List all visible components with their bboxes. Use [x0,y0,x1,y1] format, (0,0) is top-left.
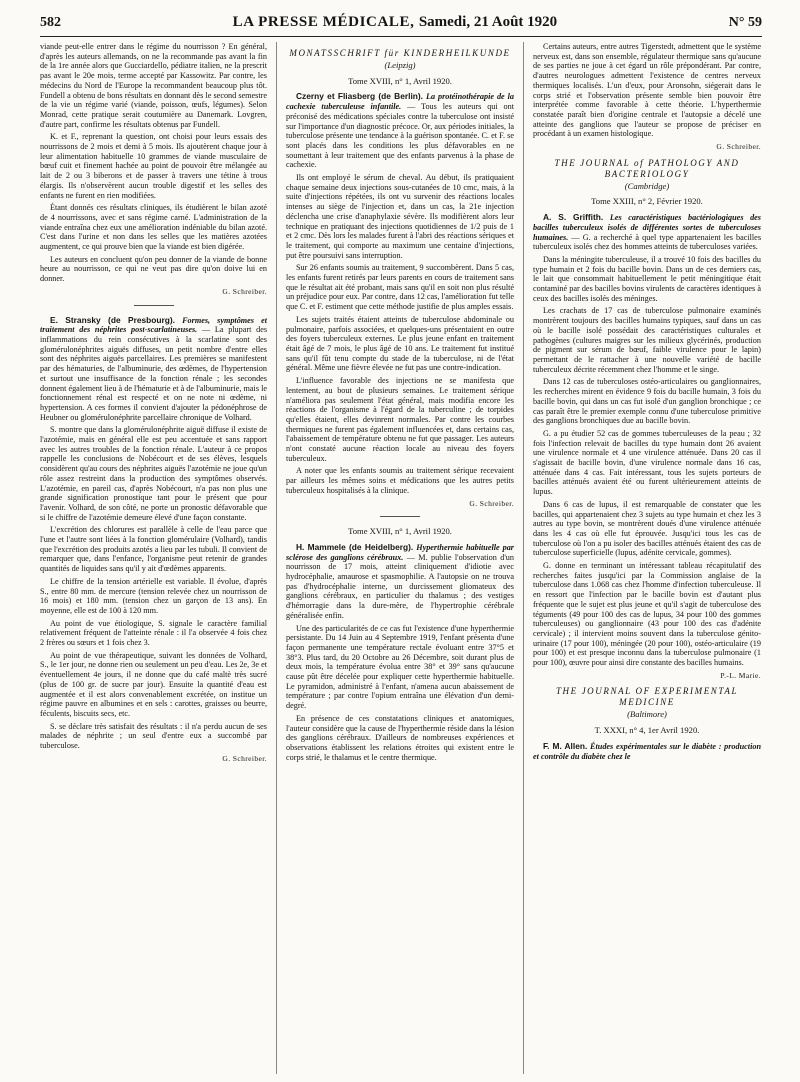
signature: G. Schreiber. [222,753,267,763]
paragraph: Les sujets traités étaient atteints de tuberculose abdominale ou pulmonaire, parfois associées, et quelques-uns présentaient en outre des foyers tuberculeux externes. Le plus jeune enfant en traitement était âgé de 7 mois, le plus âgé de 10 ans. Le traitement fut institué sans qu'il fût tenu compte du stade de la tuberculose, ni de l'état général. Même une fièvre élevée ne fut pas une contre-indication. [286,314,514,373]
paragraph: Dans la méningite tuberculeuse, il a trouvé 10 fois des bacilles du type humain et 2 fois du bacille bovin. Dans un de ces derniers cas, le lait que consommait habituellement le petit méningitique était contaminé par des bacilles bovins virulents de caractères identiques à ceux des bacilles isolés des méninges. [533,254,761,303]
article-text: — M. publie l'observation d'un nourrisson de 17 mois, atteint cliniquement d'idiotie avec hydrocéphalie, amaurose et spasmophilie. A l'autopsie on ne trouva pas d'hydrocéphalie interne, un durcissement gliomateux des ganglions cérébraux, en particulier du thalamus ; des vestiges d'hémorragie dans la dure-mère, de l'hypertrophie cérébrale généralisée enfin. [286,552,514,620]
paragraph: Certains auteurs, entre autres Tigerstedt, admettent que le système nerveux est, dans son ensemble, régulateur thermique sans qu'aucune de ses parties ne joue à cet égard un rôle prépondérant. Par contre, d'autres neurologues admettent l'existence de centres nerveux thermiques localisés. L'un d'eux, pour Aronsohn, siégerait dans le corps strié et l'observation présente semble bien pouvoir être interprétée comme favorable à cette théorie. L'hyperthermie constatée paraît bien d'origine centrale et l'autopsie a décelé une atteinte des ganglions que l'auteur se propose de préciser en procédant à un examen histologique. [533,42,761,139]
paragraph: viande peut-elle entrer dans le régime du nourrisson ? En général, d'après les auteurs allemands, on ne la recommande pas avant la fin de la 1re année alors que Gucciardello, pédiatre italien, ne la prescrit pas avant le 20e mois, terme accepté par Kassowitz. Par contre, les médecins du Nord de l'Europe la recommandent beaucoup plus tôt. Fundell a obtenu de bons résultats en donnant dès le second semestre de la vie un régime varié (viande, poisson, œufs, légumes). Selon Monrad, cette pratique serait coutumière au Danemark. Lovgren, d'autre part, confirme les résultats obtenus par Fundell. [40,42,267,129]
article-author: F. M. Allen. [543,740,588,751]
paragraph: L'influence favorable des injections ne se manifesta que lentement, au bout de plusieurs semaines. Le traitement sérique n'améliora pas seulement l'état général, mais modifia encore les réactions de l'organisme à l'égard de la tuberculine ; de torpides qu'elles étaient, elles devinrent normales. Par contre les courbes thermiques ne furent pas également influencées et, dans certains cas, l'abaissement de température obtenu ne fut que passager. Les auteurs n'ont constaté aucune réaction locale au niveau des foyers tuberculeux. [286,376,514,463]
paragraph: Étant donnés ces résultats cliniques, ils étudièrent le bilan azoté de 4 nourrissons, avec et sans régime carné. L'administration de la viande entraîna chez eux une amélioration indéniable du bilan azoté. C'est dans l'urine et non dans les selles que les matières azotées augmentent, ce qui prouve bien que la viande est bien digérée. [40,203,267,252]
journal-masthead [233,14,558,31]
article-title: Hyperthermie habituelle par sclérose des ganglions cérébraux. [286,542,514,562]
paragraph: Les auteurs en concluent qu'on peu donner de la viande de bonne heure au nourrisson, ce qui ne veut pas dire qu'on doive lui en donner. [40,254,267,284]
article-text: — Tous les auteurs qui ont préconisé des médications spéciales contre la tuberculose ont insisté sur l'importance d'un diagnostic précoce. Or, aux périodes initiales, la tuberculose présente une tendance à la guérison spontanée. C. et F. se sont placés dans les conditions les plus défavorables en ne soumettant à leur traitement que des enfants parvenus à la phase de cachexie. [286,102,514,170]
volume-info: Tome XVIII, n° 1, Avril 1920. [348,75,452,86]
paragraph: A noter que les enfants soumis au traitement sérique recevaient par ailleurs les mêmes soins et médications que les autres petits tuberculeux hospitalisés à la clinique. [286,466,514,495]
paragraph: L'excrétion des chlorures est parallèle à celle de l'eau parce que l'une et l'autre sont liées à la fonction glomérulaire (Volhard), tandis que l'excrétion des produits azotés a lieu par les tubuli. Il convient de remarquer que, dans l'enfance, l'organisme peut retenir de grandes quantités de liquides sans qu'il y ait d'œdèmes apparents. [40,525,267,574]
article-text: — La plupart des inflammations du rein consécutives à la scarlatine sont des glomérulonéphrites aiguës diffuses, un petit nombre d'entre elles sont des néphrites aiguës parcellaires. Les premières se manifestent par des hématuries, de l'albuminurie, des œdèmes, de l'hypertension et surtout une insuffisance de la fonction rénale ; les secondes donnent également lieu à de l'hématurie et à de l'albuminurie, mais le fonctionnement rénal est respecté et on ne note ni œdème, ni hypertension. A ces formes il convient d'ajouter la pédonéphrose de Heubner ou glomérulonéphrite parcellaire chronique de Volhard. [40,325,267,422]
journal-place: (Cambridge) [624,180,670,191]
journal-name: THE JOURNAL of PATHOLOGY AND BACTERIOLOGY [554,157,740,179]
article-lead [286,543,514,621]
volume-info: Tome XVIII, n° 1, Avril 1920. [348,526,452,537]
column-right [533,42,761,1074]
paragraph: G. a pu étudier 52 cas de gommes tuberculeuses de la peau ; 32 fois l'infection relevait de bacilles du type humain dont 26 avaient une virulence normale et 4 une virulence atténuée. Dans 20 cas il s'agissait de bacille bovin, d'une virulence normale dans 16 cas, atténuée dans 4 cas. Fait intéressant, tous les sujets porteurs de bacilles atténués avaient été ou furent ultérieurement atteints de lupus. [533,428,761,497]
column-rule-right [523,42,524,1074]
article-author: A. S. Griffith. [543,212,604,223]
divider [134,305,174,306]
column-middle [286,42,514,1074]
paragraph: Dans 12 cas de tuberculoses ostéo-articulaires ou ganglionnaires, les recherches mirent en évidence 9 fois du bacille humain, 3 fois du bacille bovin, qui dans un cas fut isolé d'un ganglion bronchique ; ce cas paraît être le premier exemple connu d'une tuberculose primitive des ganglions bronchiques due au bacille bovin. [533,377,761,426]
paragraph: Ils ont employé le sérum de cheval. Au début, ils pratiquaient chaque semaine deux injections sous-cutanées de 10 cmc, mais, à la suite d'injections répétées, ils ont vu survenir des réactions locales intenses au siège de l'injection et, dans un cas, la 21e injection déclencha une crise d'anaphylaxie sévère. Ils modifièrent alors leur technique en pratiquant des injections quotidiennes de 1/2 puis de 1 et 2 cmc. Dès lors les malades furent à l'abri des réactions sériques et le traitement, qui comporte au maximum une centaine d'injections, put être poursuivi sans interruption. [286,173,514,260]
masthead-title: LA PRESSE MÉDICALE, [232,14,415,30]
journal-name: THE JOURNAL OF EXPERIMENTAL MEDICINE [555,686,739,708]
issue-number: N° 59 [728,15,762,30]
masthead-date: Samedi, 21 Août 1920 [418,14,558,30]
volume-info: Tome XXIII, n° 2, Février 1920. [591,196,703,207]
volume-info: T. XXXI, n° 4, 1er Avril 1920. [594,725,700,736]
article-lead [286,92,514,170]
article-title: La protéinothérapie de la cachexie tuberculeuse infantile. [286,92,514,112]
paragraph: Une des particularités de ce cas fut l'existence d'une hyperthermie persistante. Du 14 Juin au 4 Septembre 1919, l'enfant présenta d'une façon permanente une température rectale évoluant entre 37°5 et 38°3. Plus tard, du 20 Octobre au 26 Décembre, soit durant plus de deux mois, la température évolua entre 38° et 39° sans qu'aucune cause pût être décelée pour expliquer cette hyperthermie habituelle. Le pyramidon, administré à l'enfant, n'amena aucun abaissement de température ; par contre l'opium entraîna une élévation d'un demi-degré. [286,623,514,711]
article-text: — G. a recherché à quel type appartenaient les bacilles tuberculeux isolés chez des hommes atteints de tuberculoses variées. [533,232,761,252]
signature: P.-L. Marie. [720,670,761,680]
paragraph: Sur 26 enfants soumis au traitement, 9 succombèrent. Dans 5 cas, les enfants furent retirés par leurs parents en cours de traitement sans que le résultat ait été probant, mais sans qu'il en soit non plus résulté un préjudice pour eux. Par contre, dans 12 cas, l'amélioration fut telle que C. et F. estiment que cette méthode justifie de plus amples essais. [286,263,514,312]
signature: G. Schreiber. [222,286,267,296]
article-title: Les caractéristiques bactériologiques des bacilles tuberculeux isolés de différentes sortes de tuberculoses humaines. [533,213,761,242]
journal-place: (Baltimore) [627,709,667,720]
article-lead [40,316,267,423]
paragraph: S. se déclare très satisfait des résultats : il n'a perdu aucun de ses malades de néphrite ; un seul d'entre eux a succombé par tuberculose. [40,721,267,751]
article-lead [533,742,761,761]
article-title: Études expérimentales sur le diabète : production et contrôle du diabète chez le [533,741,761,761]
paragraph: Le chiffre de la tension artérielle est variable. Il évolue, d'après S., entre 80 mm. de mercure (tension relevée chez un nourrisson de 16 mois) et 180 mm. (tension chez un garçon de 13 ans). En moyenne, elle est de 100 à 120 mm. [40,576,267,615]
article-title: Formes, symptômes et traitement des néphrites post-scarlatineuses. [40,315,267,335]
signature: G. Schreiber. [716,142,761,152]
article-author: Czerny et Fliasberg (de Berlin). [296,91,423,102]
column-rule-left [276,42,277,1074]
article-author: E. Stransky (de Presbourg). [50,314,175,325]
column-left [40,42,267,1074]
paragraph: K. et F., reprenant la question, ont choisi pour leurs essais des nourrissons de 2 mois et demi à 5 mois. Ils ajoutèrent chaque jour à leur alimentation habituelle 10 grammes de viande musculaire de bœuf cuit et finement hachée au point de pouvoir être mélangée au lait de 2 ou 3 biberons et de passer à travers une tétine à trous élargis. Ils n'observèrent aucun trouble digestif et les selles des enfants ne furent en rien modifiées. [40,132,267,200]
article-lead [533,213,761,252]
paragraph: S. montre que dans la glomérulonéphrite aiguë diffuse il existe de l'azotémie, mais en général elle est peu accentuée et sans rapport avec les autres troubles de la fonction rénale. L'auteur à ce propos rappelle les conclusions de Nobécourt et de ses élèves, lesquels considèrent qu'au cours des néphrites aiguës l'azotémie ne joue qu'un rôle assez restreint dans la production des symptômes observés. L'azotémie, en pareil cas, d'après Nobécourt, n'a pas non plus une grande signification pronostique tant pour le présent que pour l'avenir. Volhard, de son côté, ne porte un pronostic défavorable que si le chiffre de l'azotémie demeure élevé d'une façon constante. [40,425,267,522]
page-number: 582 [40,15,61,30]
signature: G. Schreiber. [469,498,514,508]
divider [380,516,420,517]
paragraph: G. donne en terminant un intéressant tableau récapitulatif des recherches faites jusqu'ici par la Commission anglaise de la tuberculose dans 1.068 cas chez l'homme d'infection tuberculeuse. Il en ressort que l'infection par le bacille bovin est d'autant plus fréquente que le sujet est plus jeune et qu'il s'agit de tuberculose des téguments (49 pour 100 des cas de lupus, 34 pour 100 des gommes tuberculeuses) ou ganglionnaire (43 pour 100 des cas d'adénite cervicale) ; il intervient moins souvent dans la tuberculose génito-urinaire (17 pour 100), méningée (20 pour 100), ostéo-articulaire (19 pour 100) et est presque inconnu dans la tuberculose pulmonaire (1 pour 100), œuvre pour ainsi dire constante des bacilles humains. [533,561,761,668]
paragraph: Au point de vue étiologique, S. signale le caractère familial relativement fréquent de l'atteinte rénale : il l'a observée 4 fois chez 2 frères ou sœurs et 1 fois chez 3. [40,618,267,648]
paragraph: Au point de vue thérapeutique, suivant les données de Volhard, S., le 1er jour, ne donne rien ou seulement un peu d'eau. Les 2e, 3e et éventuellement 4e jours, il ne donne que du café maltè très sucré (plus de 100 gr. de sucre par jour). Ensuite la quantité d'eau est augmentée et il est alors convenablement excrétée, on institue un régime pauvre en albumines et en sels : carottes, graisses ou beurre, féculents, biscuits secs, etc. [40,650,267,718]
paragraph: En présence de ces constatations cliniques et anatomiques, l'auteur considère que la cause de l'hyperthermie réside dans la lésion des ganglions cérébraux. D'ailleurs de nombreuses expériences et observations établissent les relations étroites qui existent entre le corps strié, le thalamus et le centre thermique. [286,713,514,762]
paragraph: Les crachats de 17 cas de tuberculose pulmonaire examinés montrèrent toujours des bacilles humains typiques, sauf dans un cas où le bacille isolé possédait des caractéristiques culturales et pathogènes (cultures maigres sur les milieux glycérinés, production de pigment sur sérum de bœuf, faible virulence pour le lapin) permettant de le rattacher à une nouvelle variété de bacille tuberculeux décrite récemment chez l'homme et le singe. [533,306,761,374]
article-author: H. Mammele (de Heidelberg). [296,541,414,552]
paragraph: Dans 6 cas de lupus, il est remarquable de constater que les bacilles, qui appartenaient chez 3 sujets au type humain et chez les 3 autres au type bovin, se montrèrent doués d'une virulence atténuée dans les 4 cas où elle fut éprouvée. Jusqu'ici tous les cas de tuberculose où l'on a pu isoler des bacilles atténués étaient des cas de tuberculose superficielle (lupus, adénite cervicale, gommes). [533,499,761,558]
page-header [40,14,762,37]
journal-place: (Leipzig) [384,60,416,70]
journal-name: MONATSSCHRIFT für KINDERHEILKUNDE [289,48,511,58]
